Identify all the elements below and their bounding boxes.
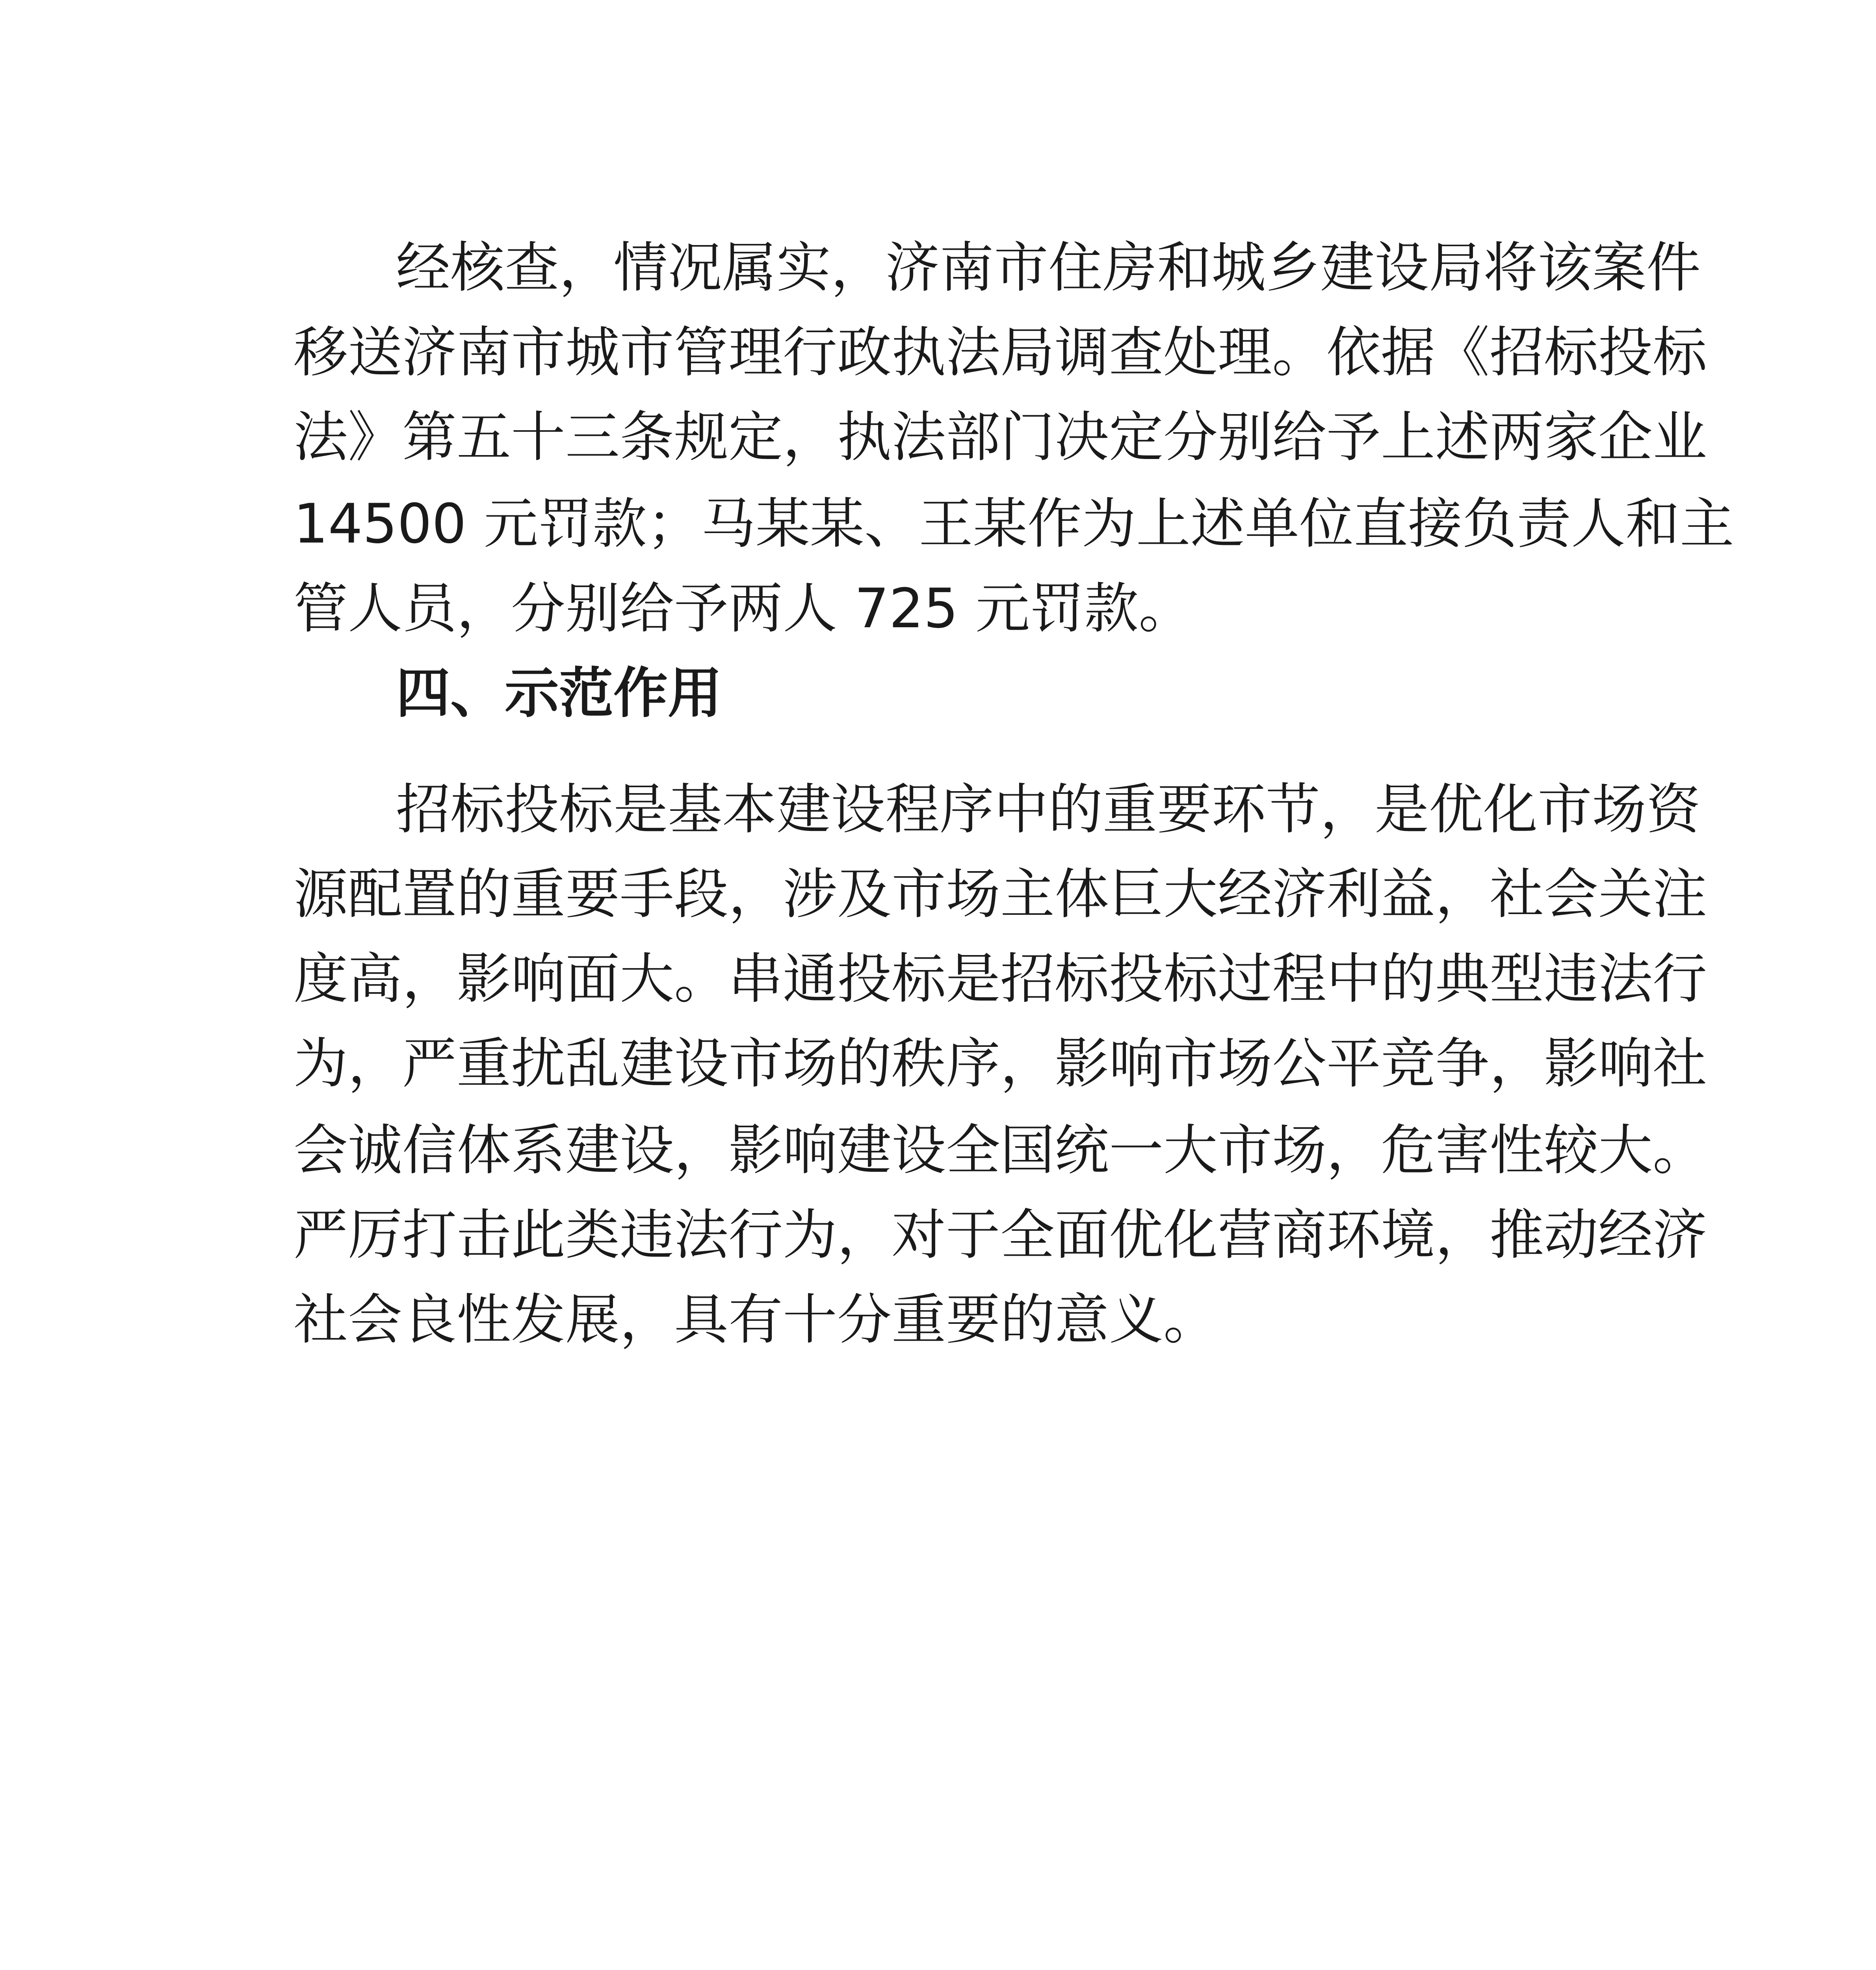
paragraph-2-line-4: 为，严重扰乱建设市场的秩序，影响市场公平竞争，影响社 <box>293 1032 1707 1095</box>
paragraph-2-line-3: 度高，影响面大。串通投标是招标投标过程中的典型违法行 <box>293 947 1707 1011</box>
paragraph-1-line-4: 14500 元罚款；马某某、王某作为上述单位直接负责人和主 <box>293 492 1734 556</box>
paragraph-2-line-5: 会诚信体系建设，影响建设全国统一大市场，危害性较大。 <box>293 1119 1707 1182</box>
paragraph-1-line-5: 管人员，分别给予两人 725 元罚款。 <box>293 577 1193 640</box>
paragraph-2-line-1: 招标投标是基本建设程序中的重要环节，是优化市场资 <box>396 778 1701 841</box>
paragraph-2-line-7: 社会良性发展，具有十分重要的意义。 <box>293 1288 1218 1351</box>
paragraph-2-line-6: 严厉打击此类违法行为，对于全面优化营商环境，推动经济 <box>293 1203 1707 1267</box>
paragraph-1-line-1: 经核查，情况属实，济南市住房和城乡建设局将该案件 <box>396 236 1701 299</box>
paragraph-1-line-2: 移送济南市城市管理行政执法局调查处理。依据《招标投标 <box>293 321 1707 384</box>
paragraph-1-line-3: 法》第五十三条规定，执法部门决定分别给予上述两家企业 <box>293 405 1707 469</box>
paragraph-2-line-2: 源配置的重要手段，涉及市场主体巨大经济利益，社会关注 <box>293 862 1707 926</box>
section-heading: 四、示范作用 <box>396 662 723 725</box>
